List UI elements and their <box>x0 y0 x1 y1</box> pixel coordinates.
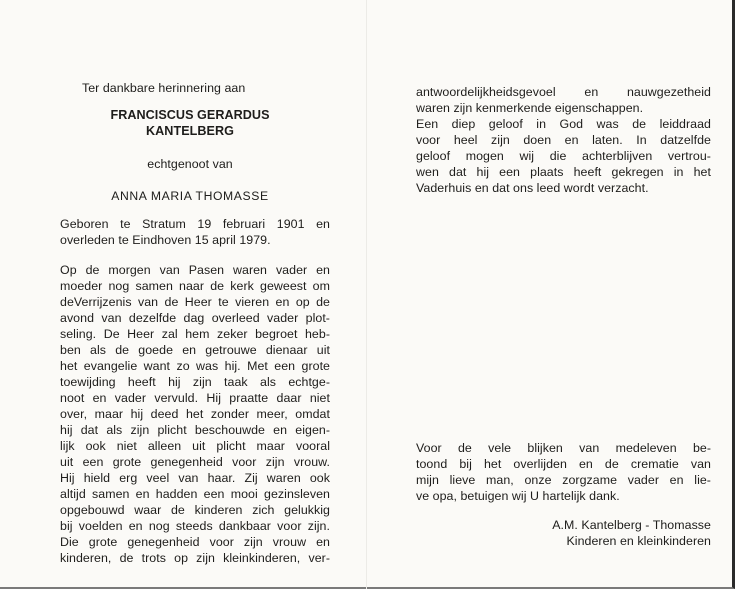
text-line: kinderen, de trots op zijn kleinkinderen, ver- <box>60 551 330 565</box>
deceased-name-line2: KANTELBERG <box>146 124 234 138</box>
text-line: voor heel zijn doen en laten. In datzelfde <box>416 133 711 147</box>
signature-line: A.M. Kantelberg - Thomasse <box>552 518 711 532</box>
thanks-line: ve opa, betuigen wij U hartelijk dank. <box>416 489 620 503</box>
text-line: antwoordelijkheidsgevoel en nauwgezetheid <box>416 85 711 99</box>
text-line: geloof mogen wij die achterblijven vertrou- <box>416 149 711 163</box>
text-line: Op de morgen van Pasen waren vader en <box>60 263 330 277</box>
card-fold <box>366 0 367 589</box>
text-line: avond van dezelfde dag overleed vader plot- <box>60 311 330 325</box>
text-line: toewijding heeft hij zijn taak als echtge- <box>60 375 330 389</box>
text-line: waren zijn kenmerkende eigenschappen. <box>416 101 644 115</box>
thanks-line: Voor de vele blijken van medeleven be- <box>416 441 711 455</box>
text-line: moeder nog samen naar de kerk geweest om <box>60 279 330 293</box>
text-line: seling. De Heer zal hem zeker begroet heb- <box>60 327 330 341</box>
thanks-line: mijn lieve man, onze zorgzame vader en lie- <box>416 473 711 487</box>
text-line: wen dat hij een plaats heeft gekregen in het <box>416 165 711 179</box>
text-line: bij voelden en nog steeds dankbaar voor zijn. <box>60 519 330 533</box>
text-line: opgebouwd waar de kinderen zich gelukkig <box>60 503 330 517</box>
birth-line: Geboren te Stratum 19 februari 1901 en <box>60 217 330 231</box>
text-line: Een diep geloof in God was de leiddraad <box>416 117 711 131</box>
thanks-line: toond bij het overlijden en de crematie van <box>416 457 711 471</box>
spouse-name: ANNA MARIA THOMASSE <box>111 189 269 203</box>
left-page <box>60 0 360 589</box>
text-line: lijk ook niet alleen uit plicht maar vooral <box>60 439 330 453</box>
spouse-intro: echtgenoot van <box>147 157 233 171</box>
signature-line: Kinderen en kleinkinderen <box>566 534 711 548</box>
text-line: deVerrijzenis van de Heer te vieren en op de <box>60 295 330 309</box>
intro-text: Ter dankbare herinnering aan <box>82 81 246 95</box>
text-line: Vaderhuis en dat ons leed wordt verzacht. <box>416 181 649 195</box>
text-line: Die grote genegenheid voor zijn vrouw en <box>60 535 330 549</box>
text-line: uit een grote genegenheid voor zijn vrouw. <box>60 455 330 469</box>
text-line: hij dat als zijn plicht beschouwde en eigen- <box>60 423 330 437</box>
text-line: noot en vader vervuld. Hij praatte daar niet <box>60 391 330 405</box>
deceased-name-line1: FRANCISCUS GERARDUS <box>110 108 270 122</box>
right-page <box>416 0 716 589</box>
text-line: altijd samen en hadden een mooi gezinsleven <box>60 487 330 501</box>
text-line: ben als de goede en getrouwe dienaar uit <box>60 343 330 357</box>
text-line: het evangelie want zo was hij. Met een grote <box>60 359 330 373</box>
death-line: overleden te Eindhoven 15 april 1979. <box>60 233 271 247</box>
text-line: over, maar hij deed het zonder meer, omdat <box>60 407 330 421</box>
text-line: Hij hield erg veel van haar. Zij waren ook <box>60 471 330 485</box>
